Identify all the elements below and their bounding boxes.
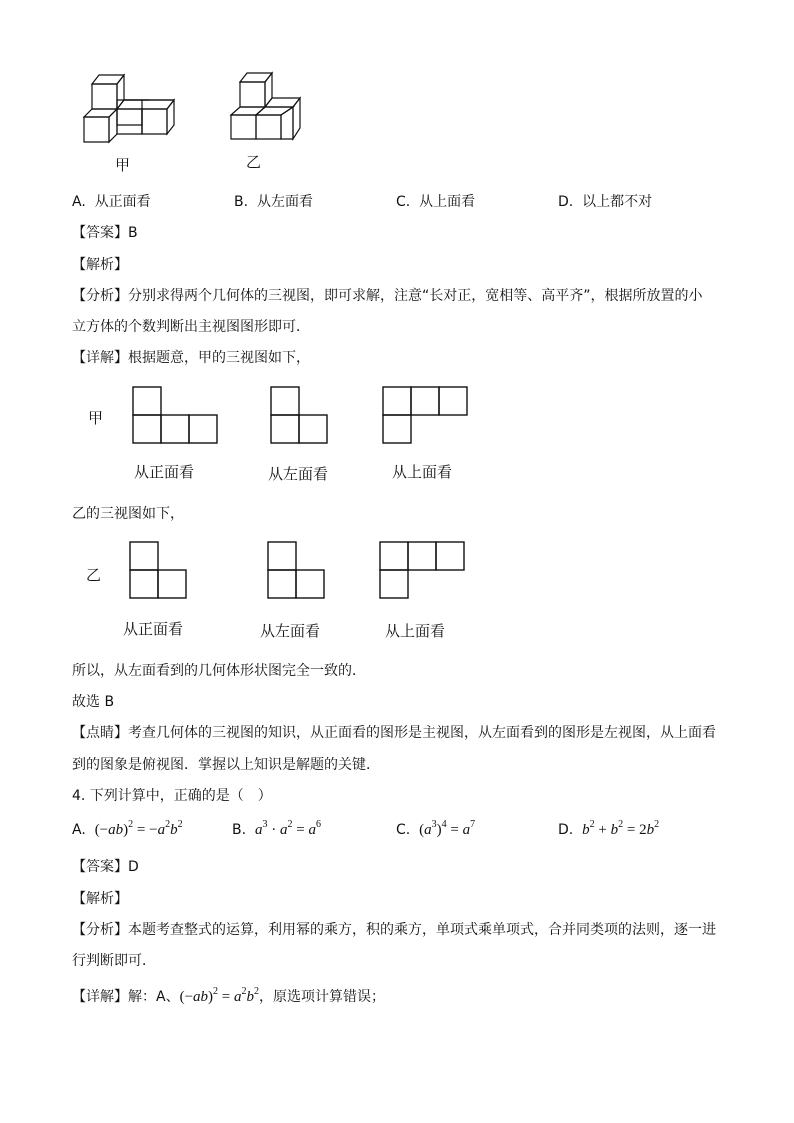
- answer-value: D: [128, 859, 139, 875]
- answer-value: B: [128, 225, 138, 241]
- option-text: 从左面看: [256, 194, 313, 210]
- q3-option-a: [72, 192, 151, 212]
- option-key: C.: [396, 822, 411, 838]
- xiangjie-suffix: ，原选项计算错误；: [259, 989, 386, 1005]
- fenxi-tag: 【分析】: [72, 922, 128, 938]
- q4-option-d: [558, 820, 659, 842]
- option-key: B.: [234, 194, 249, 210]
- q3-option-d: [558, 192, 652, 212]
- q3-fenxi-line2: 立方体的个数判断出主视图图形即可．: [72, 319, 310, 335]
- yi-front-caption: 从正面看: [123, 620, 184, 638]
- views-yi-label: 乙: [86, 566, 102, 584]
- xiangjie-prefix: 解：A、: [128, 989, 180, 1005]
- q4-option-b: [232, 820, 321, 842]
- q3-yi-intro: 乙的三视图如下，: [72, 506, 184, 522]
- q3-choose: 故选 B: [72, 694, 115, 710]
- yi-top-view: [379, 541, 465, 599]
- q4-stem: 4. 下列计算中，正确的是（ ）: [72, 788, 272, 804]
- xiangjie-tag: 【详解】: [72, 989, 128, 1005]
- q3-xiangjie-line1: [72, 348, 310, 368]
- q3-dianjing-line2: 到的图象是俯视图．掌握以上知识是解题的关键．: [72, 757, 380, 773]
- jia-front-caption: 从正面看: [134, 463, 195, 481]
- answer-tag: 【答案】: [72, 859, 128, 875]
- xiangjie-tag: 【详解】: [72, 350, 128, 366]
- xiangjie-text: 根据题意，甲的三视图如下，: [128, 350, 310, 366]
- q3-option-b: [234, 192, 313, 212]
- q4-option-a: [72, 820, 183, 842]
- option-key: C.: [396, 194, 411, 210]
- solid-jia-figure: [80, 70, 185, 145]
- xiangjie-formula: $(-ab)^2 = a^2b^2$: [179, 986, 260, 1005]
- views-jia-label: 甲: [88, 409, 104, 427]
- fenxi-text: 本题考查整式的运算，利用幂的乘方，积的乘方，单项式乘单项式，合并同类项的法则，逐一进: [128, 922, 716, 938]
- option-d-formula: $b^2 + b^2 = 2b^2$: [582, 819, 660, 838]
- q4-option-c: [396, 820, 475, 842]
- option-b-formula: $a^3 \cdot a^2 = a^6$: [254, 819, 321, 838]
- dianjing-tag: 【点睛】: [72, 725, 128, 741]
- figure-label-yi: 乙: [246, 153, 262, 171]
- yi-left-caption: 从左面看: [260, 622, 321, 640]
- jia-left-view: [270, 386, 328, 444]
- jia-front-view: [132, 386, 218, 444]
- option-text: 以上都不对: [582, 194, 653, 210]
- q4-fenxi-line1: [72, 920, 716, 940]
- option-key: A.: [72, 822, 86, 838]
- q3-analysis-tag: 【解析】: [72, 257, 128, 273]
- answer-tag: 【答案】: [72, 225, 128, 241]
- q3-option-c: [396, 192, 475, 212]
- fenxi-tag: 【分析】: [72, 288, 128, 304]
- option-key: D.: [558, 822, 574, 838]
- option-text: 从上面看: [419, 194, 476, 210]
- q4-xiangjie-line1: [72, 987, 385, 1009]
- q4-analysis-tag: 【解析】: [72, 891, 128, 907]
- q4-fenxi-line2: 行判断即可．: [72, 953, 156, 969]
- q3-dianjing-line1: [72, 723, 716, 743]
- solid-yi-figure: [228, 70, 308, 145]
- option-key: A.: [72, 194, 86, 210]
- q3-conclusion: 所以，从左面看到的几何体形状图完全一致的．: [72, 663, 366, 679]
- dianjing-text: 考查几何体的三视图的知识，从正面看的图形是主视图，从左面看到的图形是左视图，从上面看: [128, 725, 716, 741]
- yi-top-caption: 从上面看: [385, 622, 446, 640]
- q4-answer: [72, 857, 139, 877]
- option-key: D.: [558, 194, 574, 210]
- jia-top-view: [382, 386, 468, 444]
- figure-label-jia: 甲: [115, 156, 131, 174]
- jia-top-caption: 从上面看: [392, 463, 453, 481]
- option-a-formula: $(-ab)^2 = -a^2b^2$: [94, 819, 183, 838]
- option-text: 从正面看: [94, 194, 151, 210]
- yi-left-view: [267, 541, 325, 599]
- q3-fenxi-line1: [72, 286, 703, 306]
- q3-answer: [72, 223, 138, 243]
- yi-front-view: [129, 541, 187, 599]
- option-c-formula: $(a^3)^4 = a^7$: [419, 819, 476, 838]
- option-key: B.: [232, 822, 247, 838]
- fenxi-text: 分别求得两个几何体的三视图，即可求解，注意“长对正，宽相等、高平齐”，根据所放置的小: [128, 288, 703, 304]
- jia-left-caption: 从左面看: [268, 465, 329, 483]
